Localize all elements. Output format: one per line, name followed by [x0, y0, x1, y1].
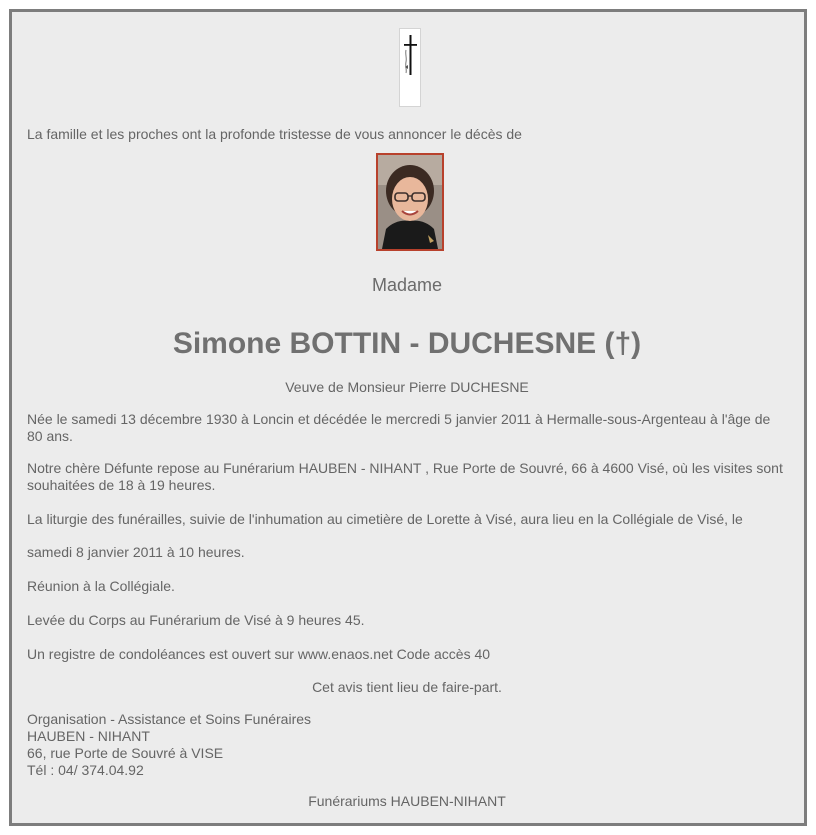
- liturgy-text: La liturgie des funérailles, suivie de l'inhumation au cimetière de Lorette à Visé, aura lieu en la Collégiale de Visé, le: [27, 511, 743, 527]
- meeting-text: Réunion à la Collégiale.: [27, 578, 175, 594]
- obituary-frame: [9, 9, 807, 826]
- notice-text: Cet avis tient lieu de faire-part.: [312, 679, 502, 695]
- organisation-line-2: HAUBEN - NIHANT: [27, 728, 150, 744]
- deceased-name: Simone BOTTIN - DUCHESNE (†): [172, 327, 642, 360]
- organisation-line-3: 66, rue Porte de Souvré à VISE: [27, 745, 224, 761]
- intro-text: La famille et les proches ont la profonde tristesse de vous annoncer le décès de: [27, 126, 522, 142]
- register-text: Un registre de condoléances est ouvert sur www.enaos.net Code accès 40: [27, 646, 491, 662]
- portrait-photo: [376, 153, 444, 251]
- cross-icon: [399, 28, 421, 107]
- visitation-text: Notre chère Défunte repose au Funérarium HAUBEN - NIHANT , Rue Porte de Souvré, 66 à 4600 Visé, où les visites sont souhaitées de 18 à 19 heures.: [27, 460, 783, 493]
- relation-text: Veuve de Monsieur Pierre DUCHESNE: [285, 379, 529, 395]
- levee-text: Levée du Corps au Funérarium de Visé à 9 heures 45.: [27, 612, 365, 628]
- organisation-line-4: Tél : 04/ 374.04.92: [27, 762, 144, 778]
- organisation-block: [27, 711, 787, 779]
- honorific: Madame: [371, 275, 443, 295]
- birth-death-text: Née le samedi 13 décembre 1930 à Loncin et décédée le mercredi 5 janvier 2011 à Hermalle-sous-Argenteau à l'âge de 80 ans.: [27, 411, 771, 444]
- liturgy-date-text: samedi 8 janvier 2011 à 10 heures.: [27, 544, 245, 560]
- organisation-line-1: Organisation - Assistance et Soins Funéraires: [27, 711, 312, 727]
- footer-text: Funérariums HAUBEN-NIHANT: [308, 793, 506, 809]
